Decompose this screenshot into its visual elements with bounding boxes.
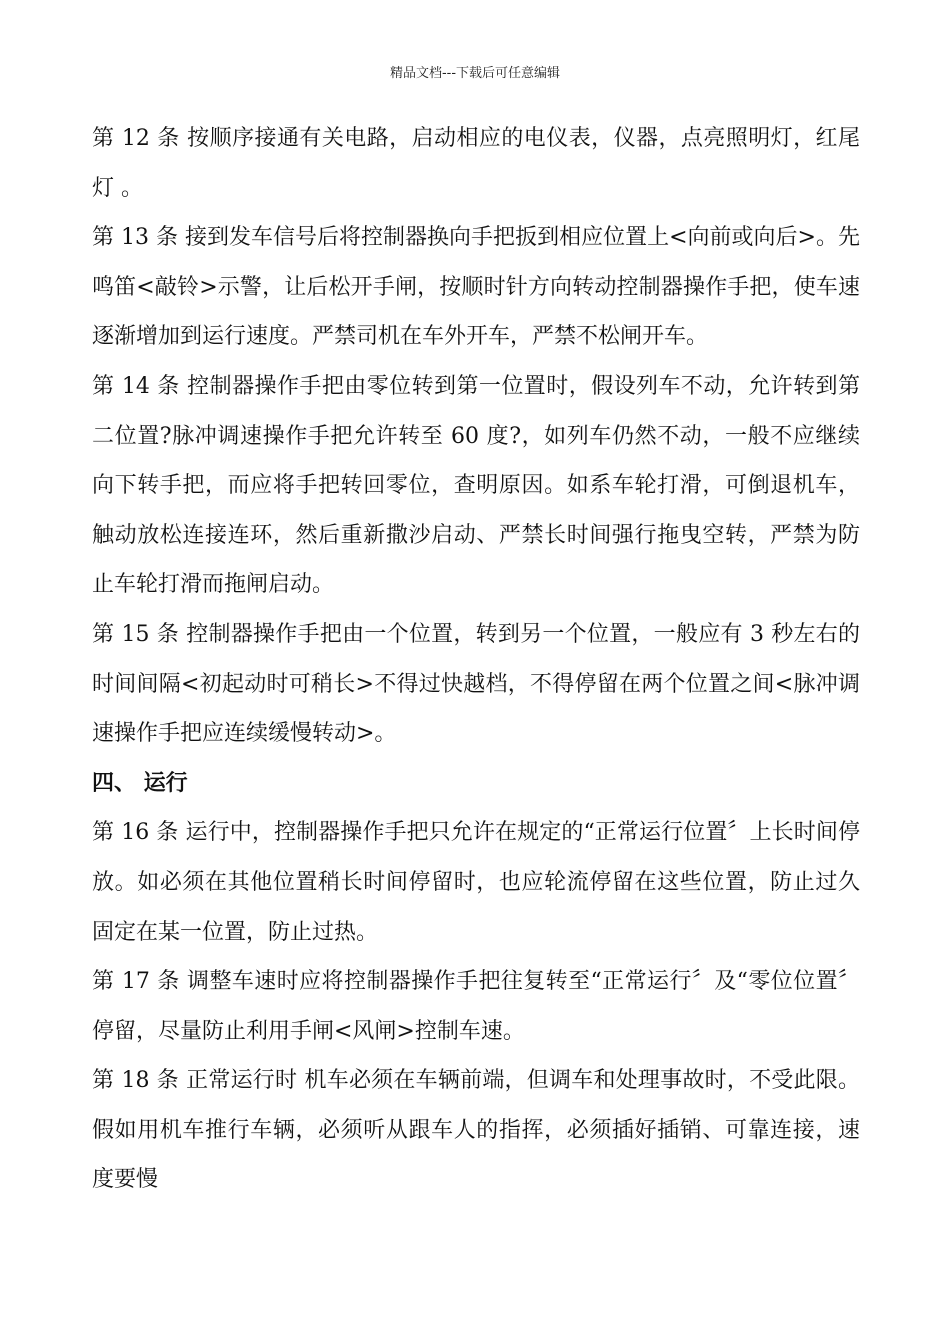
article-15-paragraph: 第 15 条 控制器操作手把由一个位置，转到另一个位置，一般应有 3 秒左右的时间间隔<初起动时可稍长>不得过快越档，不得停留在两个位置之间<脉冲调速操作手把应连续缓慢转动>。 (92, 621, 860, 747)
article-12-paragraph: 第 12 条 按顺序接通有关电路，启动相应的电仪表，仪器，点亮照明灯，红尾灯 。 (92, 126, 860, 201)
article-13-paragraph: 第 13 条 接到发车信号后将控制器换向手把扳到相应位置上<向前或向后>。先鸣笛<敲铃>示警，让后松开手闸，按顺时针方向转动控制器操作手把，使车速逐渐增加到运行速度。严禁司机在车外开车，严禁不松闸开车。 (92, 225, 860, 350)
document-body (92, 114, 860, 1205)
article-17-paragraph: 第 17 条 调整车速时应将控制器操作手把往复转至“正常运行〞及“零位位置〞停留，尽量防止利用手闸<风闸>控制车速。 (92, 969, 860, 1044)
section-heading-operation: 四、 运行 (92, 770, 188, 796)
article-14-paragraph: 第 14 条 控制器操作手把由零位转到第一位置时，假设列车不动，允许转到第二位置?脉冲调速操作手把允许转至 60 度?，如列车仍然不动，一般不应继续向下转手把，而应将手把转回零位，查明原因。如系车轮打滑，可倒退机车，触动放松连接连环，然后重新撒沙启动、严禁长时间强行拖曳空转，严禁为防止车轮打滑而拖闸启动。 (92, 373, 860, 598)
page-header: 精品文档---下载后可任意编辑 (389, 66, 561, 81)
article-18-paragraph: 第 18 条 正常运行时 机车必须在车辆前端，但调车和处理事故时，不受此限。假如用机车推行车辆，必须听从跟车人的指挥，必须插好插销、可靠连接，速度要慢 (92, 1068, 860, 1193)
article-16-paragraph: 第 16 条 运行中，控制器操作手把只允许在规定的“正常运行位置〞上长时间停放。如必须在其他位置稍长时间停留时，也应轮流停留在这些位置，防止过久固定在某一位置，防止过热。 (92, 820, 860, 945)
